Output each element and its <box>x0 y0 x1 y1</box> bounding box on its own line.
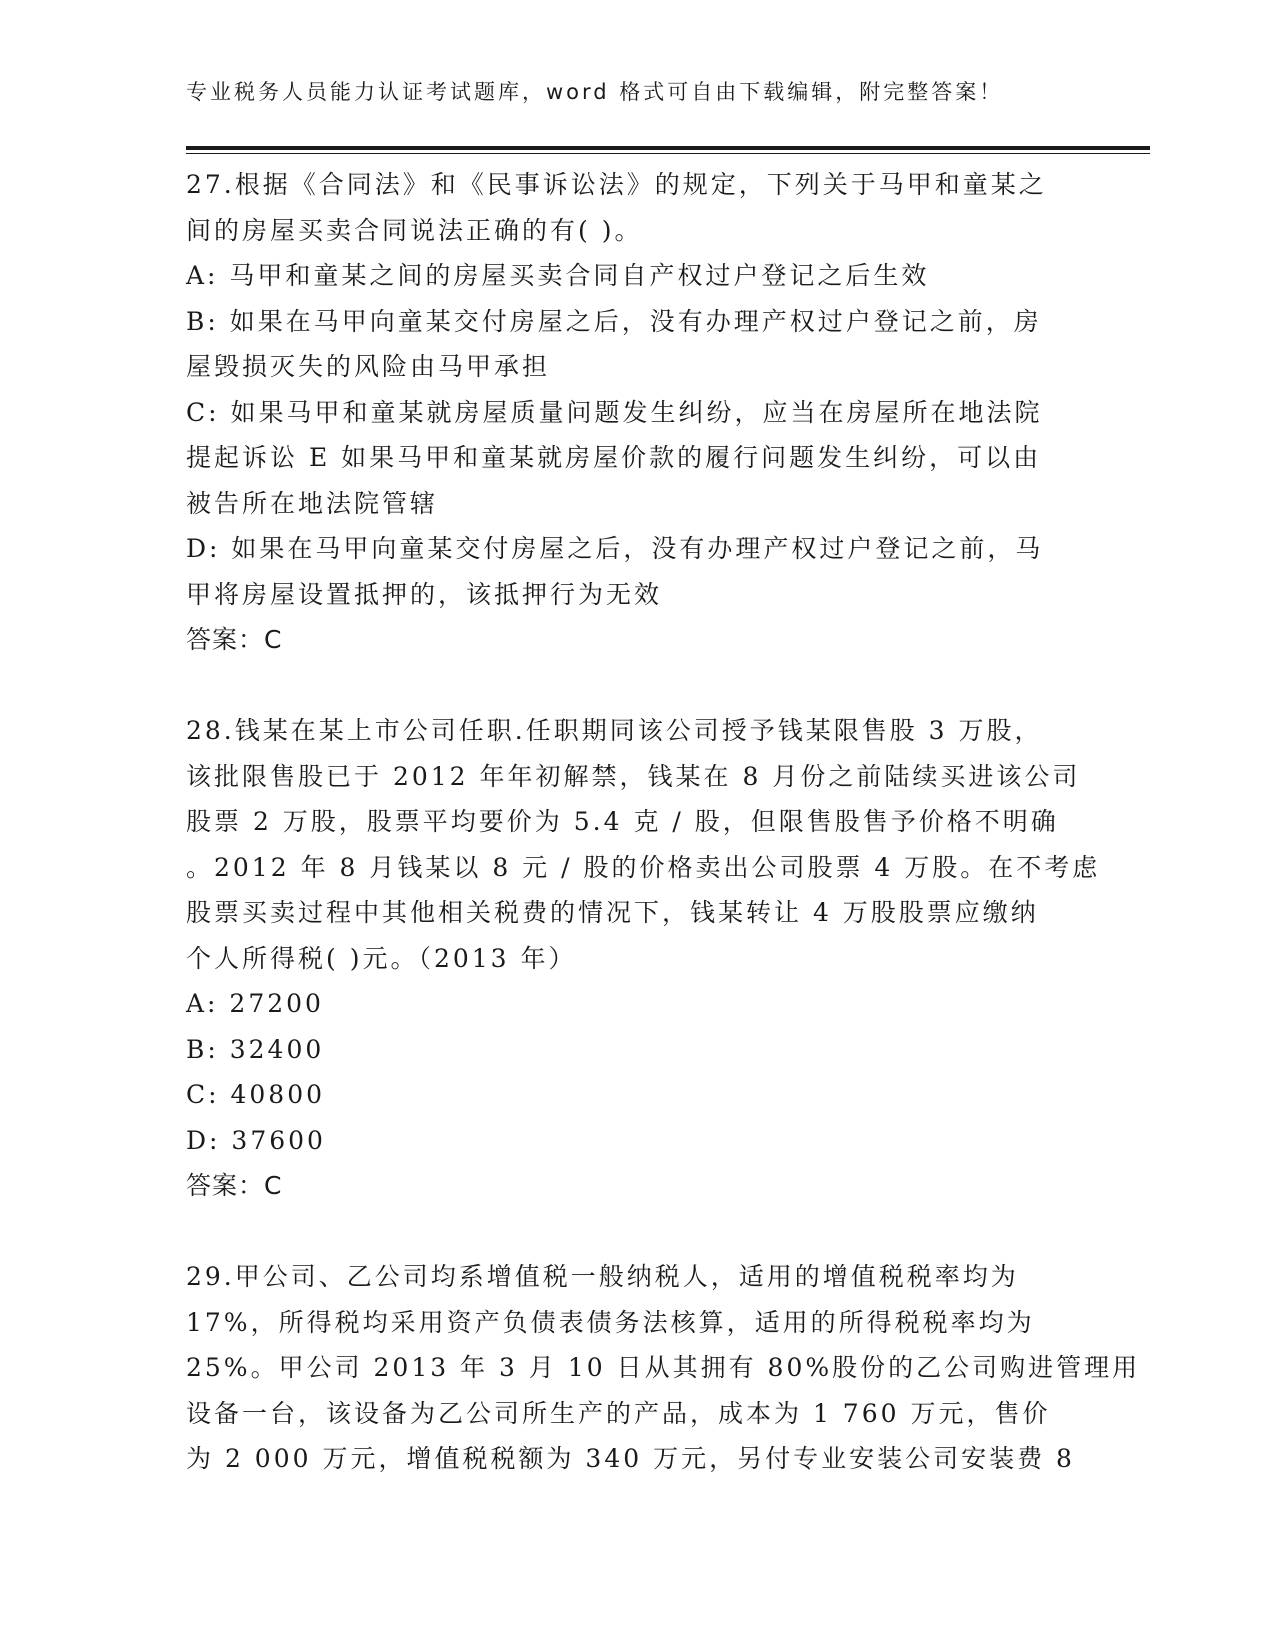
option-line: 甲将房屋设置抵押的，该抵押行为无效 <box>186 579 663 609</box>
question-stem-line: 28.钱某在某上市公司任职.任职期同该公司授予钱某限售股 3 万股， <box>186 716 1043 745</box>
question-28 <box>186 708 1101 1209</box>
option-line: A: 27200 <box>186 989 324 1018</box>
question-stem-line: 股票买卖过程中其他相关税费的情况下，钱某转让 4 万股股票应缴纳 <box>186 898 1039 927</box>
question-stem-line: 间的房屋买卖合同说法正确的有( )。 <box>186 215 643 245</box>
answer-line: 答案：C <box>186 625 283 654</box>
spacer <box>186 663 1086 709</box>
page-header: 专业税务人员能力认证考试题库，word 格式可自由下载编辑，附完整答案！ <box>186 80 1004 104</box>
question-stem-line: 29.甲公司、乙公司均系增值税一般纳税人，适用的增值税税率均为 <box>186 1262 1019 1291</box>
option-line: 屋毁损灭失的风险由马甲承担 <box>186 352 551 381</box>
option-line: 提起诉讼 E 如果马甲和童某就房屋价款的履行问题发生纠纷，可以由 <box>186 443 1042 472</box>
question-stem-line: 设备一台，该设备为乙公司所生产的产品，成本为 1 760 万元，售价 <box>186 1398 1051 1428</box>
option-line: B: 如果在马甲向童某交付房屋之后，没有办理产权过户登记之前，房 <box>186 306 1042 336</box>
question-stem-line: 为 2 000 万元，增值税税额为 340 万元，另付专业安装公司安装费 8 <box>186 1444 1075 1473</box>
question-stem-line: 。2012 年 8 月钱某以 8 元 / 股的价格卖出公司股票 4 万股。在不考虑 <box>186 852 1101 882</box>
option-line: 被告所在地法院管辖 <box>186 488 439 518</box>
option-line: D: 如果在马甲向童某交付房屋之后，没有办理产权过户登记之前，马 <box>186 534 1044 563</box>
answer-line: 答案：C <box>186 1171 283 1200</box>
option-line: A: 马甲和童某之间的房屋买卖合同自产权过户登记之后生效 <box>186 261 930 290</box>
option-line: C: 如果马甲和童某就房屋质量问题发生纠纷，应当在房屋所在地法院 <box>186 397 1043 427</box>
question-29 <box>186 1254 1141 1482</box>
header-rule-thin <box>186 153 1150 154</box>
question-stem-line: 该批限售股已于 2012 年年初解禁，钱某在 8 月份之前陆续买进该公司 <box>186 761 1081 791</box>
question-stem-line: 个人所得税( )元。（2013 年） <box>186 943 577 973</box>
header-rule-thick <box>186 146 1150 150</box>
option-line: D: 37600 <box>186 1125 326 1155</box>
option-line: B: 32400 <box>186 1034 325 1064</box>
document-content <box>186 162 1141 1482</box>
question-stem-line: 17%，所得税均采用资产负债表债务法核算，适用的所得税税率均为 <box>186 1307 1035 1337</box>
question-stem-line: 25%。甲公司 2013 年 3 月 10 日从其拥有 80%股份的乙公司购进管理用 <box>186 1353 1141 1382</box>
option-line: C: 40800 <box>186 1080 326 1109</box>
spacer <box>186 1209 1086 1255</box>
question-stem-line: 27.根据《合同法》和《民事诉讼法》的规定，下列关于马甲和童某之 <box>186 170 1047 199</box>
question-stem-line: 股票 2 万股，股票平均要价为 5.4 克 / 股，但限售股售予价格不明确 <box>186 807 1059 836</box>
question-27 <box>186 162 1086 663</box>
